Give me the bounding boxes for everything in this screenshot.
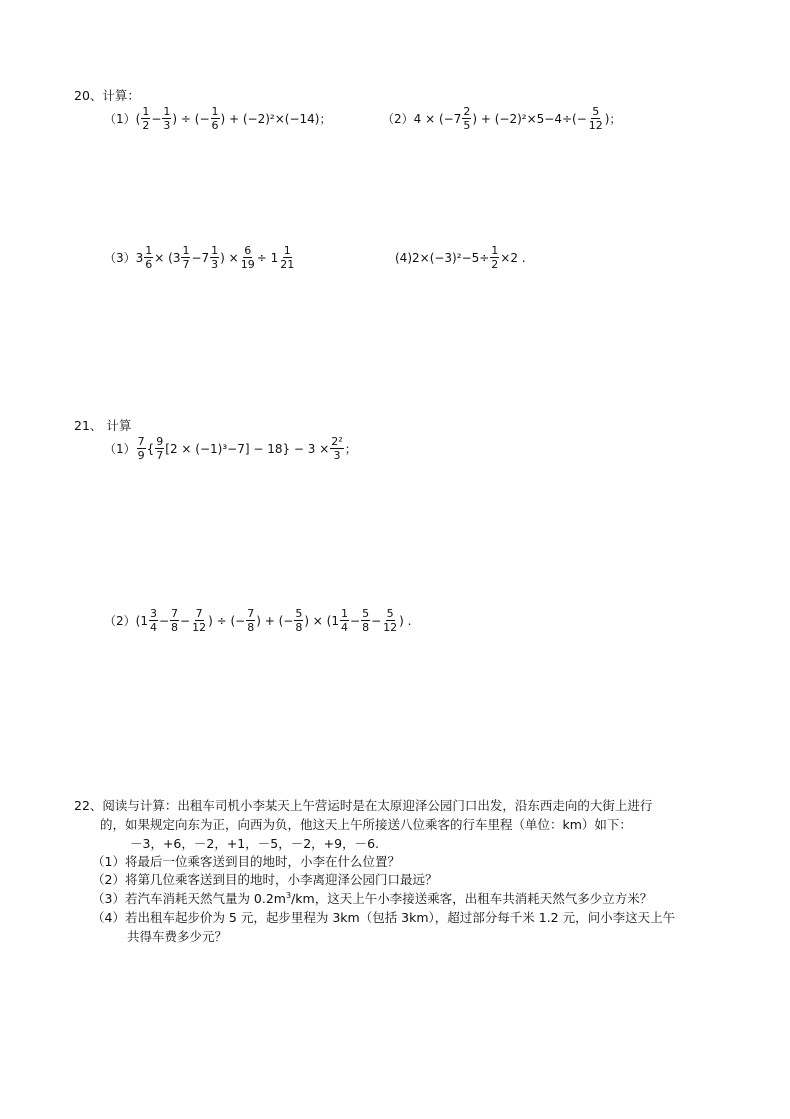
math-text: [2 × (−1)³−7] − 18} − 3 ×	[165, 441, 330, 456]
math-text: −	[180, 613, 191, 628]
denominator: 4	[149, 621, 157, 634]
numerator: 1	[491, 244, 499, 257]
math-text: ) ÷ (−	[172, 111, 210, 126]
fraction	[144, 245, 153, 270]
math-text: ) ÷ (−	[208, 613, 246, 628]
math-text: × (3	[154, 250, 181, 265]
math-text: ) + (−2)²×(−14)；	[220, 112, 332, 126]
numerator: 9	[156, 435, 164, 448]
problem-label: （1）	[104, 112, 136, 126]
problem-label: （2）	[382, 112, 414, 126]
denominator: 3	[163, 119, 171, 132]
math-text: ) .	[399, 613, 412, 628]
fraction	[210, 245, 219, 270]
math-text: 4 × (−7	[413, 111, 462, 126]
fraction	[170, 608, 179, 633]
denominator: 7	[156, 449, 164, 462]
numerator: 1	[163, 105, 171, 118]
fraction	[462, 106, 471, 131]
math-text: {	[146, 441, 155, 456]
q20-problem-3	[104, 245, 296, 270]
math-text: ) ×	[220, 250, 239, 265]
denominator: 3	[211, 258, 219, 271]
numerator: 7	[247, 607, 255, 620]
denominator: 8	[362, 621, 370, 634]
numerator: 5	[592, 105, 600, 118]
numerator: 6	[244, 244, 252, 257]
math-text: (4)2×(−3)²−5÷	[395, 250, 490, 265]
denominator: 6	[211, 119, 219, 132]
denominator: 7	[182, 258, 190, 271]
fraction	[155, 436, 164, 461]
math-text: −	[350, 613, 361, 628]
math-text: ) × (1	[304, 613, 339, 628]
math-text: ；	[344, 442, 357, 456]
fraction	[211, 106, 220, 131]
denominator: 21	[280, 258, 295, 271]
fraction	[137, 436, 146, 461]
fraction	[588, 106, 604, 131]
fraction	[490, 245, 499, 270]
problem-label: （2）	[104, 614, 136, 628]
fraction	[330, 436, 343, 461]
numerator: 5	[386, 607, 394, 620]
math-text: ) + (−2)²×5−4÷(−	[472, 111, 587, 126]
q22-intro-line-2: 的，如果规定向东为正，向西为负，他这天上午所接送八位乘客的行车里程（单位：km）如下：	[100, 817, 632, 832]
math-text: −	[158, 613, 170, 628]
q22-subquestion-1: （1）将最后一位乘客送到目的地时，小李在什么位置？	[92, 854, 400, 869]
numerator: 3	[149, 607, 157, 620]
numerator: 2²	[331, 435, 343, 448]
q22-intro-line-1: 22、阅读与计算：出租车司机小李某天上午营运时是在太原迎泽公园门口出发，沿东西走向的大街上进行	[74, 798, 653, 813]
numerator: 1	[211, 105, 219, 118]
math-text: −	[151, 111, 162, 126]
fraction	[181, 245, 190, 270]
fraction	[191, 608, 207, 633]
fraction	[361, 608, 370, 633]
math-text: )；	[604, 112, 622, 126]
denominator: 12	[588, 119, 603, 132]
denominator: 5	[463, 119, 471, 132]
math-text: ÷ 1	[256, 250, 279, 265]
q20-problem-4	[395, 245, 526, 270]
fraction	[246, 608, 255, 633]
q22-subquestion-3	[92, 889, 652, 907]
fraction	[141, 106, 150, 131]
denominator: 2	[142, 119, 150, 132]
fraction	[294, 608, 303, 633]
math-text: (1	[135, 613, 148, 628]
math-text: ×2 .	[500, 250, 526, 265]
q22-subquestion-2: （2）将第几位乘客送到目的地时，小李离迎泽公园门口最远？	[92, 872, 438, 887]
numerator: 5	[295, 607, 303, 620]
denominator: 9	[137, 449, 145, 462]
q22-data-line: －3，+6，－2，+1，－5，－2，+9，－6.	[130, 836, 380, 851]
denominator: 4	[341, 621, 348, 634]
q22-subquestion-4-line-1: （4）若出租车起步价为 5 元，起步里程为 3km（包括 3km），超过部分每千米 1.2 元，问小李这天上午	[92, 910, 676, 925]
q20-heading: 20、计算：	[74, 88, 140, 103]
numerator: 1	[142, 105, 150, 118]
math-text: −7	[191, 250, 210, 265]
numerator: 7	[195, 607, 203, 620]
fraction	[149, 608, 158, 633]
problem-label: （1）	[104, 442, 136, 456]
q21-problem-2	[104, 608, 411, 633]
math-text: −	[371, 613, 382, 628]
q20-problem-1	[104, 106, 331, 131]
denominator: 8	[295, 621, 303, 634]
fraction	[162, 106, 171, 131]
denominator: 2	[491, 258, 499, 271]
fraction	[240, 245, 256, 270]
fraction	[382, 608, 398, 633]
q20-problem-2	[382, 106, 621, 131]
numerator: 7	[137, 435, 145, 448]
numerator: 1	[283, 244, 291, 257]
numerator: 1	[211, 244, 219, 257]
denominator: 6	[145, 258, 153, 271]
fraction	[279, 245, 295, 270]
denominator: 8	[247, 621, 255, 634]
fraction	[340, 608, 349, 633]
denominator: 3	[333, 449, 341, 462]
numerator: 7	[171, 607, 179, 620]
q21-problem-1	[104, 436, 357, 461]
numerator: 2	[463, 105, 471, 118]
denominator: 8	[171, 621, 179, 634]
problem-label: （3）	[104, 251, 136, 265]
superscript: 3	[285, 890, 292, 900]
math-text: (	[135, 111, 141, 126]
math-text: ) + (−	[256, 613, 294, 628]
denominator: 12	[383, 621, 398, 634]
subquestion-text: /km，这天上午小李接送乘客，出租车共消耗天然气多少立方米？	[291, 891, 653, 906]
q22-subquestion-4-line-2: 共得车费多少元？	[127, 929, 228, 944]
math-text: 3	[135, 250, 144, 265]
numerator: 5	[362, 607, 370, 620]
denominator: 12	[192, 621, 207, 634]
subquestion-text: （3）若汽车消耗天然气量为 0.2m	[92, 891, 286, 906]
numerator: 1	[182, 244, 190, 257]
numerator: 1	[145, 244, 153, 257]
denominator: 19	[240, 258, 255, 271]
numerator: 1	[341, 607, 348, 620]
q21-heading: 21、 计算	[74, 418, 132, 433]
